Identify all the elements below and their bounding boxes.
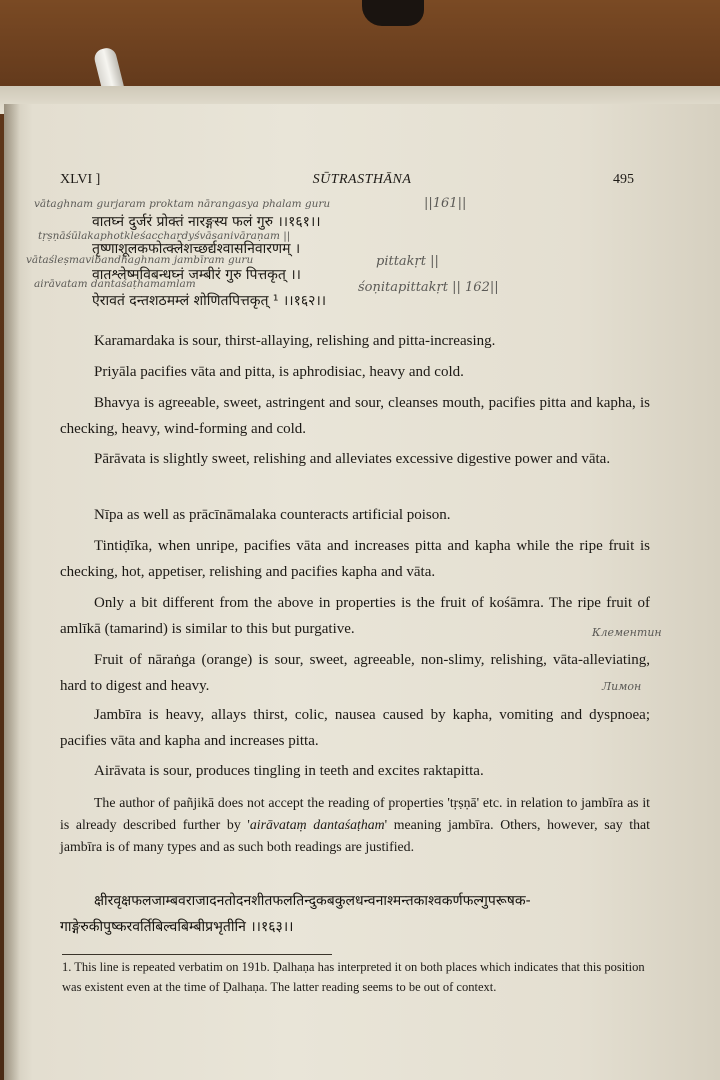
paragraph-nipa: Nīpa as well as prācīnāmalaka counteracts artificial poison.	[94, 507, 451, 523]
commentary-text-before: The author of pañjikā does not accept the reading of properties 'tṛṣṇā' etc. in relation to jambīra as it is already described further by '	[60, 795, 650, 832]
verse-line-1: वातघ्नं दुर्जरं प्रोक्तं नारङ्गस्य फलं गुरु ।।१६१।।	[92, 214, 321, 230]
verse-line-2: तृष्णाशूलकफोत्क्लेशच्छर्द्यश्वासनिवारणम् ।	[92, 241, 301, 257]
handwritten-line-2: tṛṣṇāśūlakaphotkleśacchardyśvāsanivāraṇam ||	[38, 230, 291, 242]
paragraph-naranga: Fruit of nāraṅga (orange) is sour, sweet, agreeable, non-slimy, relishing, vāta-alleviating, hard to digest and heavy.	[60, 652, 650, 694]
paragraph-kosamra: Only a bit different from the above in properties is the fruit of kośāmra. The ripe fruit of amlīkā (tamarind) is similar to this but purgative.	[60, 595, 650, 637]
page-number: 495	[613, 172, 634, 187]
handwritten-verse-mark-161: ||161||	[424, 196, 467, 211]
paragraph-bhavya: Bhavya is agreeable, sweet, astringent and sour, cleanses mouth, pacifies pitta and kapha, is checking, heavy, wind-forming and cold.	[60, 395, 650, 437]
paragraph-priyala: Priyāla pacifies vāta and pitta, is aphrodisiac, heavy and cold.	[94, 364, 464, 380]
paragraph-tintidika: Tintiḍīka, when unripe, pacifies vāta and increases pitta and kapha while the ripe fruit is checking, hot, appetiser, relishing and pacifies kapha and vāta.	[60, 538, 650, 580]
book-page	[4, 104, 720, 1080]
verse-163: क्षीरवृक्षफलजाम्बवराजादनतोदनशीतफलतिन्दुकबकुलधन्वनाश्मन्तकाश्वकर्णफल्गुपरूषक-गाङ्गेरुकीपुष्करवर्तिबिल्वबिम्बीप्रभृतीनि ।।१६३।।	[60, 893, 531, 935]
chapter-number: XLVI ]	[60, 172, 101, 187]
margin-note-lemon: Лимон	[602, 680, 642, 693]
commentary-quote: airāvataṃ dantaśaṭham	[249, 817, 385, 832]
handwritten-line-4: airāvatam dantaśaṭhamamlam	[34, 278, 196, 290]
handwritten-line-4-end: śoṇitapittakṛt || 162||	[358, 280, 499, 295]
paragraph-paravata: Pārāvata is slightly sweet, relishing and alleviates excessive digestive power and vāta.	[94, 451, 611, 467]
section-title: SŪTRASTHĀNA	[312, 172, 412, 187]
commentary-paragraph	[60, 792, 650, 858]
handwritten-line-3-end: pittakṛt ||	[376, 254, 439, 269]
verse-line-3: वातश्लेष्मविबन्धघ्नं जम्बीरं गुरु पित्तकृत् ।।	[92, 267, 301, 283]
footnote: 1. This line is repeated verbatim on 191b. Ḍalhaṇa has interpreted it on both places which indicates that this position was existent even at the time of Ḍalhaṇa. The latter reading seems to be out of context.	[62, 960, 645, 994]
margin-note-clementine: Клементин	[592, 626, 662, 639]
verse-line-4: ऐरावतं दन्तशठमम्लं शोणितपित्तकृत् ¹ ।।१६२।।	[92, 293, 327, 309]
dark-object	[362, 0, 424, 26]
paragraph-airavata: Airāvata is sour, produces tingling in teeth and excites raktapitta.	[94, 763, 484, 779]
footnote-rule	[62, 954, 332, 955]
commentary-text-after: ' meaning jambīra. Others, however, say that jambīra is of many types and as such both readings are justified.	[60, 817, 650, 854]
binding-shadow	[4, 104, 20, 1080]
paragraph-jambira: Jambīra is heavy, allays thirst, colic, nausea caused by kapha, vomiting and dyspnoea; pacifies vāta and kapha and increases pitta.	[60, 707, 650, 749]
handwritten-line-1: vātaghnam gurjaram proktam nārangasya phalam guru	[34, 198, 331, 210]
handwritten-line-3: vātaśleṣmavibandhaghnam jambīram guru	[26, 254, 254, 266]
paragraph-karamardaka: Karamardaka is sour, thirst-allaying, relishing and pitta-increasing.	[94, 333, 496, 349]
